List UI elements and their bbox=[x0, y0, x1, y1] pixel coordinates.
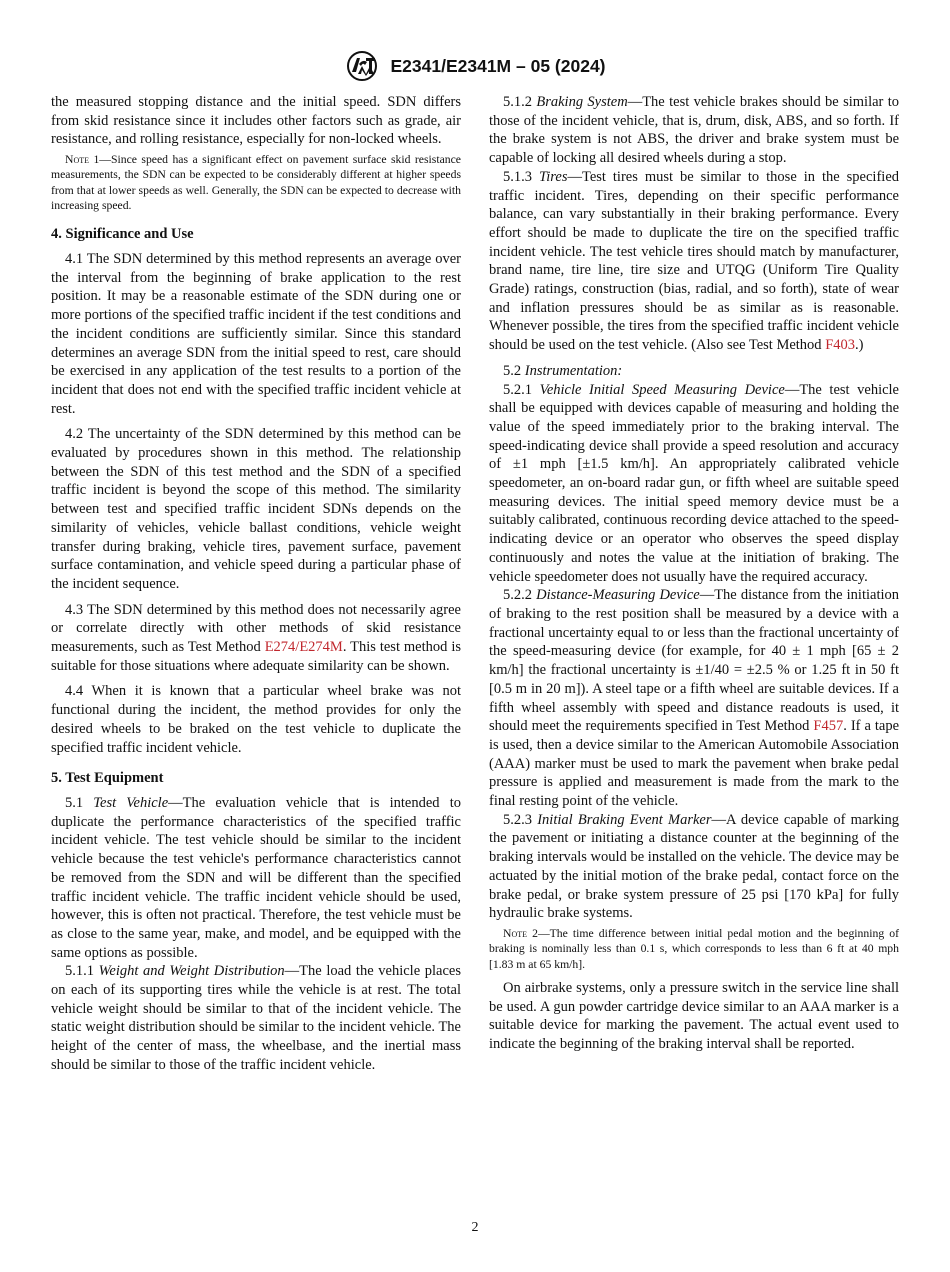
note-2 bbox=[489, 926, 899, 972]
paragraph-5-1-2-text: —The test vehicle brakes should be similar to those of the incident vehicle, that is, drum, disk, ABS, and so forth. If the brake system is not ABS, the driver and brake system must be capable of locking all desired wheels during a stop. bbox=[489, 94, 900, 167]
paragraph-4-4: 4.4 When it is known that a particular wheel brake was not functional during the incident, the method provides for only the desired wheels to be braked on the test vehicle to duplicate the specified traffic incident vehicle. bbox=[51, 683, 461, 756]
note-2-text: 2—The time difference between initial pedal motion and the beginning of braking is nominally less than 0.1 s, which corresponds to less than 6 ft at 40 mph [1.83 m at 65 km/h]. bbox=[489, 926, 899, 971]
paragraph-4-3-text: 4.3 The SDN determined by this method does not necessarily agree or correlate directly with other methods of skid resistance measurements, such as Test Method bbox=[51, 601, 461, 656]
paragraph-5-2-1-title: Vehicle Initial Speed Measuring Device bbox=[539, 381, 785, 398]
paragraph-5-2-3-title: Initial Braking Event Marker bbox=[537, 811, 712, 828]
paragraph-5-2-2-title: Distance-Measuring Device bbox=[536, 587, 700, 604]
paragraph-5-1-title: Test Vehicle bbox=[93, 794, 169, 811]
paragraph-5-1-3-text: —Test tires must be similar to those in the specified traffic incident. Tires, depending on their specific performance balance, can vary substantially in their braking performance. Every effort should be made to duplicate the tire on the specified traffic incident vehicle. The test vehicle tires should match by manufacturer, brand name, tire line, tire size and UTQG (Uniform Tire Quality Grade) ratings, construction (bias, radial, and so forth), state of wear and inflation pressures should be as similar as is reasonable. Whenever possible, the tires from the specified traffic incident vehicle should be used on the test vehicle. (Also see Test Method bbox=[489, 168, 900, 354]
paragraph-5-2-2-number: 5.2.2 bbox=[503, 587, 537, 604]
section-4-heading: 4. Significance and Use bbox=[51, 226, 194, 243]
paragraph-5-1-3-number: 5.1.3 bbox=[503, 168, 539, 185]
page-header bbox=[0, 50, 950, 82]
paragraph-5-1-1-number: 5.1.1 bbox=[65, 963, 99, 980]
link-f457[interactable]: F457 bbox=[813, 718, 844, 735]
left-column bbox=[51, 93, 461, 1075]
paragraph-5-1-2-number: 5.1.2 bbox=[503, 94, 537, 110]
paragraph-5-2-1 bbox=[489, 381, 899, 587]
section-5-heading: 5. Test Equipment bbox=[51, 770, 164, 787]
paragraph-5-1-2 bbox=[489, 93, 899, 168]
paragraph-5-2-1-number: 5.2.1 bbox=[503, 381, 540, 398]
paragraph-airbrake: On airbrake systems, only a pressure switch in the service line shall be used. A gun powder cartridge device similar to an AAA marker is a suitable device for marking the pavement. The actual event used to indicate the beginning of the braking interval shall be reported. bbox=[489, 979, 899, 1052]
paragraph-5-1-3-title: Tires bbox=[538, 168, 568, 185]
paragraph-5-2-2 bbox=[489, 586, 899, 810]
right-column bbox=[489, 93, 899, 1054]
paragraph-5-2-3-text: —A device capable of marking the pavement or initiating a distance counter at the beginning of the braking intervals would be installed on the vehicle. The device may be actuated by the initial motion of the brake pedal, contact force on the brake pedal, or brake system pressure of 25 psi [170 kPa] for fully hydraulic brake systems. bbox=[489, 811, 900, 922]
document-designation: E2341/E2341M – 05 (2024) bbox=[390, 55, 606, 76]
paragraph-5-2-3 bbox=[489, 811, 899, 923]
paragraph-4-1: 4.1 The SDN determined by this method represents an average over the interval from the beginning of brake application to the rest position. It may be a reasonable estimate of the SDN during one or more portions of the specified traffic incident if the test conditions and the incident conditions are sufficiently similar. Since this standard determines an average SDN from the initial speed to rest, care should be exercised in any application of the test results to a portion of the incident that does not end with the specified traffic incident vehicle at rest. bbox=[51, 251, 461, 417]
paragraph-5-1 bbox=[51, 794, 461, 962]
link-f403[interactable]: F403 bbox=[825, 337, 856, 354]
paragraph-5-1-number: 5.1 bbox=[65, 794, 94, 811]
note-1-text: 1—Since speed has a significant effect on pavement surface skid resistance measurements, the SDN can be expected to be considerably different at higher speeds from that at lower speeds as well. Generally, the SDN can be expected to decrease with increasing speed. bbox=[51, 153, 461, 212]
astm-logo-icon bbox=[344, 50, 384, 82]
paragraph-5-2-1-text: —The test vehicle shall be equipped with devices capable of measuring and holding the value of the speed immediately prior to the braking interval. The speed-indicating device shall provide a speed resolution and accuracy of ±1 mph [±1.5 km/h]. An appropriately calibrated vehicle speedometer, an on-board radar gun, or fifth wheel are suitable speed measuring devices. The initial speed memory device must be a suitably calibrated, continuous recording device attached to the speed-indicating device or an operator who observes the speed display continuously and notes the value at the initiation of braking. The vehicle speedometer does not usually have the required accuracy. bbox=[489, 381, 899, 585]
page-number: 2 bbox=[471, 1220, 479, 1235]
paragraph-5-2-number: 5.2 bbox=[503, 362, 525, 379]
paragraph-5-1-1-text: —The load the vehicle places on each of its supporting tires while the vehicle is at rest. The total vehicle weight should be similar to that of the incident vehicle. The static weight distribution should be similar to the incident vehicle. The height of the center of mass, the wheelbase, and the inertial mass should be similar to those of the traffic incident vehicle. bbox=[51, 963, 462, 1073]
paragraph-5-1-1-title: Weight and Weight Distribution bbox=[98, 963, 285, 980]
note-1 bbox=[51, 152, 461, 213]
paragraph-5-2-2-text: —The distance from the initiation of braking to the rest position shall be measured by a device with a fractional uncertainty equal to or less than the fractional uncertainty of the speed-measuring device (for example, for 40 ± 1 mph [65 ± 2 km/h] the fractional uncertainty is ±1/40 = ±2.5 % or 1.25 ft in 50 ft [0.5 m in 20 m]). A steel tape or a fifth wheel are suitable devices. If a fifth wheel assembly with speed and distance readouts is used, it should meet the requirements specified in Test Method bbox=[489, 587, 900, 735]
paragraph-5-1-3 bbox=[489, 168, 899, 355]
note-2-label: Note bbox=[503, 926, 527, 940]
paragraph-5-2-2-end: . If a tape is used, then a device similar to the American Automobile Association (AAA) marker must be used to mark the pavement when brake pedal pressure is applied and measurement is made from the mark to the final resting point of the vehicle. bbox=[489, 718, 900, 810]
paragraph-4-2: 4.2 The uncertainty of the SDN determined by this method can be evaluated by procedures shown in this method. The relationship between the SDN of this test method and the SDN of a specified traffic incident is beyond the scope of this method. The similarity between test and specified traffic incident SDNs depends on the similarity of vehicles, vehicle ballast conditions, vehicle weight transfer during braking, vehicle tires, pavement surface, pavement surface contamination, and vehicle speed during a particular phase of the incident sequence. bbox=[51, 426, 461, 592]
paragraph-5-2-3-number: 5.2.3 bbox=[503, 811, 538, 828]
note-1-label: Note bbox=[65, 153, 89, 167]
paragraph-5-1-2-title: Braking System bbox=[536, 94, 628, 110]
intro-paragraph: the measured stopping distance and the initial speed. SDN differs from skid resistance since it includes other factors such as grade, air resistance, and rolling resistance, especially for non-locked wheels. bbox=[51, 94, 461, 148]
paragraph-5-2 bbox=[489, 362, 899, 381]
paragraph-5-1-3-end: .) bbox=[855, 337, 864, 354]
paragraph-5-1-text: —The evaluation vehicle that is intended to duplicate the performance characteristics of the specified traffic incident vehicle. The test vehicle should be similar to the incident vehicle because the test vehicle's performance characteristics cannot be removed from the SDN and will be different than the specified traffic incident vehicle. The traffic incident vehicle should be used, however, this is often not practical. Therefore, the test vehicle must be as close to the same year, make, and model, and be equipped with the same options as possible. bbox=[51, 794, 461, 961]
paragraph-4-3 bbox=[51, 601, 461, 676]
paragraph-4-3-end: . This test method is suitable for those situations where adequate similarity can be shown. bbox=[51, 639, 461, 674]
paragraph-5-2-title: Instrumentation: bbox=[524, 362, 623, 379]
paragraph-5-1-1 bbox=[51, 962, 461, 1074]
link-e274[interactable]: E274/E274M bbox=[264, 639, 343, 656]
